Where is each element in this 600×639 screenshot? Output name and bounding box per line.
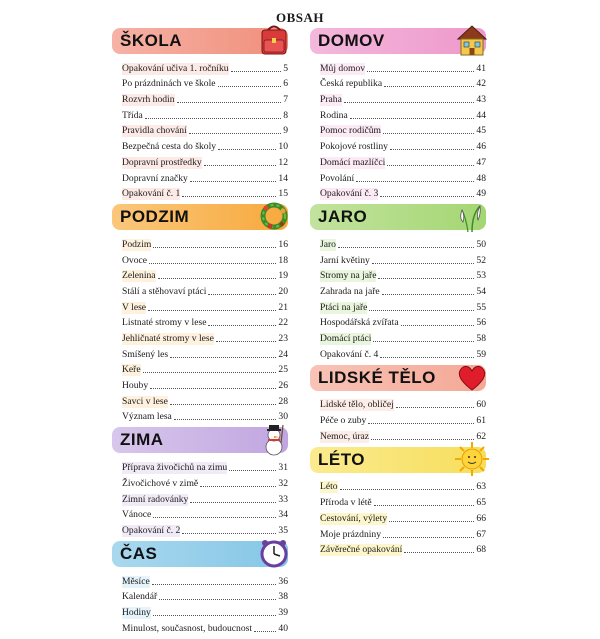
toc-entry [122, 376, 288, 392]
entry-title: Savci v lese [122, 395, 168, 407]
heart-icon [454, 359, 490, 395]
toc-entry [122, 298, 288, 314]
dot-leader [216, 341, 276, 342]
toc-entry [122, 345, 288, 361]
toc-entry [122, 90, 288, 106]
toc-entry [122, 251, 288, 267]
snowdrop-icon [454, 198, 490, 234]
entry-title: Příprava živočichů na zimu [122, 462, 228, 474]
toc-entry [122, 572, 288, 588]
toc-entry [320, 509, 486, 525]
page-number: 54 [476, 285, 486, 297]
dot-leader [190, 502, 276, 503]
entry-title: Jarní květiny [320, 254, 370, 266]
entry-title: Pomoc rodičům [320, 125, 382, 137]
toc-entry [122, 361, 288, 377]
section-title: LIDSKÉ TĚLO [318, 367, 436, 387]
entry-title: Pokojové rostliny [320, 141, 388, 153]
dot-leader [390, 149, 474, 150]
dot-leader [368, 423, 474, 424]
entry-title: Příroda v létě [320, 497, 372, 509]
house-icon [454, 22, 490, 58]
toc-entry [320, 75, 486, 91]
dot-leader [396, 407, 475, 408]
section-header-jaro [310, 204, 486, 230]
entry-title: Opakování č. 2 [122, 524, 181, 536]
page-number: 44 [476, 109, 486, 121]
dot-leader [383, 537, 474, 538]
page-number: 34 [278, 509, 288, 521]
dot-leader [218, 149, 276, 150]
page-number: 16 [278, 238, 288, 250]
page-number: 23 [278, 333, 288, 344]
page-number: 5 [283, 62, 288, 74]
entry-title: Domácí ptáci [320, 333, 372, 344]
dot-leader [380, 196, 474, 197]
dot-leader [229, 470, 276, 471]
toc-entry [320, 282, 486, 298]
section-title: ZIMA [120, 430, 164, 450]
entry-title: Smíšený les [122, 348, 169, 360]
page-number: 60 [476, 399, 486, 411]
toc-entry [320, 478, 486, 494]
toc-entry [320, 411, 486, 427]
dot-leader [190, 181, 277, 182]
entry-title: Po prázdninách ve škole [122, 78, 216, 90]
section-title: ČAS [120, 543, 158, 563]
dot-leader [338, 247, 474, 248]
entry-title: Jehličnaté stromy v lese [122, 333, 214, 344]
dot-leader [174, 419, 277, 420]
dot-leader [371, 439, 474, 440]
toc-entry [320, 329, 486, 345]
entry-title: Listnaté stromy v lese [122, 317, 207, 329]
page-number: 67 [476, 528, 486, 540]
dot-leader [152, 584, 277, 585]
section-podzim [112, 204, 288, 423]
page-number: 15 [278, 188, 288, 200]
page-number: 6 [283, 78, 288, 90]
page-number: 47 [476, 156, 486, 168]
toc-entry [320, 153, 486, 169]
toc-entry [122, 106, 288, 122]
dot-leader [373, 341, 474, 342]
dot-leader [149, 263, 276, 264]
toc-entry [320, 122, 486, 138]
page-number: 31 [278, 462, 288, 474]
entry-title: Rodina [320, 109, 348, 121]
entry-title: Zahrada na jaře [320, 285, 380, 297]
section-header-leto [310, 447, 486, 473]
page-number: 40 [278, 622, 288, 634]
page-number: 62 [476, 430, 486, 442]
toc-entry [122, 458, 288, 474]
toc-entry [320, 314, 486, 330]
entry-title: Povolání [320, 172, 355, 184]
right-column [310, 28, 486, 560]
entry-title: Lidské tělo, obličej [320, 399, 394, 411]
toc-entry [320, 396, 486, 412]
page-number: 52 [476, 254, 486, 266]
dot-leader [367, 71, 474, 72]
dot-leader [153, 615, 277, 616]
entry-title: Dopravní značky [122, 172, 188, 184]
toc-entry [320, 137, 486, 153]
entry-title: Pravidla chování [122, 125, 187, 137]
entry-title: Houby [122, 380, 149, 392]
toc-entry [122, 59, 288, 75]
page-number: 14 [278, 172, 288, 184]
dot-leader [148, 310, 276, 311]
page-number: 8 [283, 109, 288, 121]
dot-leader [208, 294, 276, 295]
section-telo [310, 365, 486, 443]
section-title: DOMOV [318, 31, 385, 50]
entry-title: Opakování č. 3 [320, 188, 379, 200]
dot-leader [382, 294, 475, 295]
toc-entry [122, 474, 288, 490]
entry-list [112, 235, 288, 423]
page-number: 35 [278, 524, 288, 536]
page-number: 48 [476, 172, 486, 184]
dot-leader [208, 325, 276, 326]
page-number: 50 [476, 238, 486, 250]
dot-leader [254, 631, 276, 632]
page-number: 20 [278, 285, 288, 297]
dot-leader [383, 133, 474, 134]
page-number: 66 [476, 512, 486, 524]
entry-title: Péče o zuby [320, 415, 367, 427]
page-number: 9 [283, 125, 288, 137]
page-number: 65 [476, 497, 486, 509]
entry-title: Dopravní prostředky [122, 156, 202, 168]
section-header-skola [112, 28, 288, 54]
entry-title: Stálí a stěhovaví ptáci [122, 285, 207, 297]
dot-leader [374, 505, 475, 506]
toc-entry [122, 619, 288, 635]
page-number: 53 [476, 270, 486, 282]
entry-title: Hospodářská zvířata [320, 317, 399, 329]
entry-list [310, 478, 486, 556]
dot-leader [378, 278, 474, 279]
entry-list [112, 59, 288, 200]
page-number: 58 [476, 333, 486, 344]
entry-title: Ptáci na jaře [320, 301, 368, 313]
entry-title: Moje prázdniny [320, 528, 382, 540]
toc-entry [122, 490, 288, 506]
page-number: 24 [278, 348, 288, 360]
entry-list [112, 458, 288, 536]
page-number: 30 [278, 411, 288, 423]
page-number: 61 [476, 415, 486, 427]
toc-entry [122, 603, 288, 619]
entry-title: Podzim [122, 238, 152, 250]
dot-leader [150, 388, 276, 389]
toc-entry [320, 169, 486, 185]
dot-leader [404, 552, 474, 553]
page-number: 63 [476, 481, 486, 493]
entry-title: Česká republika [320, 78, 383, 90]
sun-icon [454, 441, 490, 477]
dot-leader [153, 247, 276, 248]
dot-leader [350, 118, 475, 119]
entry-title: Léto [320, 481, 338, 493]
entry-title: Význam lesa [122, 411, 172, 423]
dot-leader [170, 357, 276, 358]
toc-entry [122, 588, 288, 604]
entry-title: Vánoce [122, 509, 152, 521]
entry-title: Opakování č. 1 [122, 188, 181, 200]
entry-title: Minulost, současnost, budoucnost [122, 622, 253, 634]
section-title: PODZIM [120, 207, 190, 227]
schoolbag-icon [256, 22, 292, 58]
entry-list [112, 572, 288, 635]
section-header-cas [112, 541, 288, 567]
toc-entry [122, 235, 288, 251]
entry-title: Kalendář [122, 591, 158, 603]
toc-entry [320, 251, 486, 267]
page-number: 32 [278, 477, 288, 489]
entry-title: Domácí mazlíčci [320, 156, 386, 168]
page-number: 39 [278, 606, 288, 618]
entry-title: Nemoc, úraz [320, 430, 370, 442]
toc-entry [320, 90, 486, 106]
entry-title: Jaro [320, 238, 336, 250]
section-title: JARO [318, 207, 368, 227]
entry-title: Třída [122, 109, 143, 121]
dot-leader [204, 165, 277, 166]
section-leto [310, 447, 486, 556]
page-number: 21 [278, 301, 288, 313]
page-number: 56 [476, 317, 486, 329]
left-column [112, 28, 288, 639]
dot-leader [369, 310, 474, 311]
page-number: 18 [278, 254, 288, 266]
entry-list [310, 235, 486, 361]
page-number: 7 [283, 94, 288, 106]
toc-entry [122, 282, 288, 298]
dot-leader [189, 133, 281, 134]
section-title: ŠKOLA [120, 31, 182, 50]
toc-entry [122, 392, 288, 408]
alarm-clock-icon [256, 535, 292, 571]
page-number: 28 [278, 395, 288, 407]
dot-leader [182, 533, 276, 534]
entry-title: Můj domov [320, 62, 366, 74]
entry-title: Živočichové v zimě [122, 477, 199, 489]
toc-entry [320, 525, 486, 541]
section-header-zima [112, 427, 288, 453]
entry-title: Keře [122, 364, 141, 376]
dot-leader [153, 517, 276, 518]
page-number: 19 [278, 270, 288, 282]
toc-entry [320, 59, 486, 75]
entry-title: Zimní radovánky [122, 493, 189, 505]
dot-leader [384, 86, 474, 87]
page-number: 33 [278, 493, 288, 505]
dot-leader [200, 486, 276, 487]
dot-leader [170, 404, 277, 405]
page-number: 68 [476, 544, 486, 556]
page-number: 38 [278, 591, 288, 603]
entry-title: V lese [122, 301, 147, 313]
entry-title: Praha [320, 94, 342, 106]
toc-entry [320, 106, 486, 122]
entry-title: Měsíce [122, 575, 150, 587]
dot-leader [389, 521, 474, 522]
dot-leader [158, 278, 277, 279]
entry-list [310, 396, 486, 443]
page-number: 26 [278, 380, 288, 392]
entry-title: Zelenina [122, 270, 156, 282]
page-number: 43 [476, 94, 486, 106]
toc-entry [122, 314, 288, 330]
entry-title: Hodiny [122, 606, 151, 618]
dot-leader [177, 102, 282, 103]
page-number: 45 [476, 125, 486, 137]
dot-leader [143, 372, 277, 373]
section-header-podzim [112, 204, 288, 230]
dot-leader [145, 118, 281, 119]
page-number: 41 [476, 62, 486, 74]
section-jaro [310, 204, 486, 361]
toc-entry [122, 122, 288, 138]
toc-entry [122, 137, 288, 153]
snowman-icon [256, 421, 292, 457]
dot-leader [182, 196, 276, 197]
toc-entry [122, 169, 288, 185]
section-title: LÉTO [318, 449, 366, 469]
entry-title: Ovoce [122, 254, 148, 266]
page-number: 55 [476, 301, 486, 313]
dot-leader [380, 357, 474, 358]
page-number: 46 [476, 141, 486, 153]
dot-leader [340, 489, 475, 490]
page-number: 25 [278, 364, 288, 376]
entry-title: Opakování učiva 1. ročníku [122, 62, 229, 74]
toc-entry [320, 541, 486, 557]
page-number: 59 [476, 348, 486, 360]
section-skola [112, 28, 288, 200]
toc-entry [122, 329, 288, 345]
dot-leader [356, 181, 474, 182]
page-number: 42 [476, 78, 486, 90]
entry-title: Stromy na jaře [320, 270, 377, 282]
dot-leader [401, 325, 475, 326]
section-domov [310, 28, 486, 200]
section-cas [112, 541, 288, 635]
autumn-wreath-icon [256, 198, 292, 234]
section-header-domov [310, 28, 486, 54]
toc-entry [320, 235, 486, 251]
page-number: 12 [278, 156, 288, 168]
entry-title: Závěrečné opakování [320, 544, 403, 556]
toc-entry [320, 267, 486, 283]
dot-leader [387, 165, 474, 166]
toc-entry [122, 75, 288, 91]
section-zima [112, 427, 288, 536]
page-number: 22 [278, 317, 288, 329]
dot-leader [218, 86, 282, 87]
page-number: 49 [476, 188, 486, 200]
toc-entry [320, 298, 486, 314]
toc-entry [122, 153, 288, 169]
page-number: 36 [278, 575, 288, 587]
entry-title: Opakování č. 4 [320, 348, 379, 360]
page-title: OBSAH [275, 10, 324, 25]
dot-leader [231, 71, 282, 72]
entry-title: Cestování, výlety [320, 512, 388, 524]
toc-entry [122, 506, 288, 522]
entry-title: Bezpečná cesta do školy [122, 141, 217, 153]
dot-leader [344, 102, 475, 103]
page-number: 10 [278, 141, 288, 153]
entry-title: Rozvrh hodin [122, 94, 175, 106]
entry-list [310, 59, 486, 200]
toc-entry [320, 493, 486, 509]
dot-leader [372, 263, 475, 264]
toc-entry [122, 267, 288, 283]
section-header-telo [310, 365, 486, 391]
